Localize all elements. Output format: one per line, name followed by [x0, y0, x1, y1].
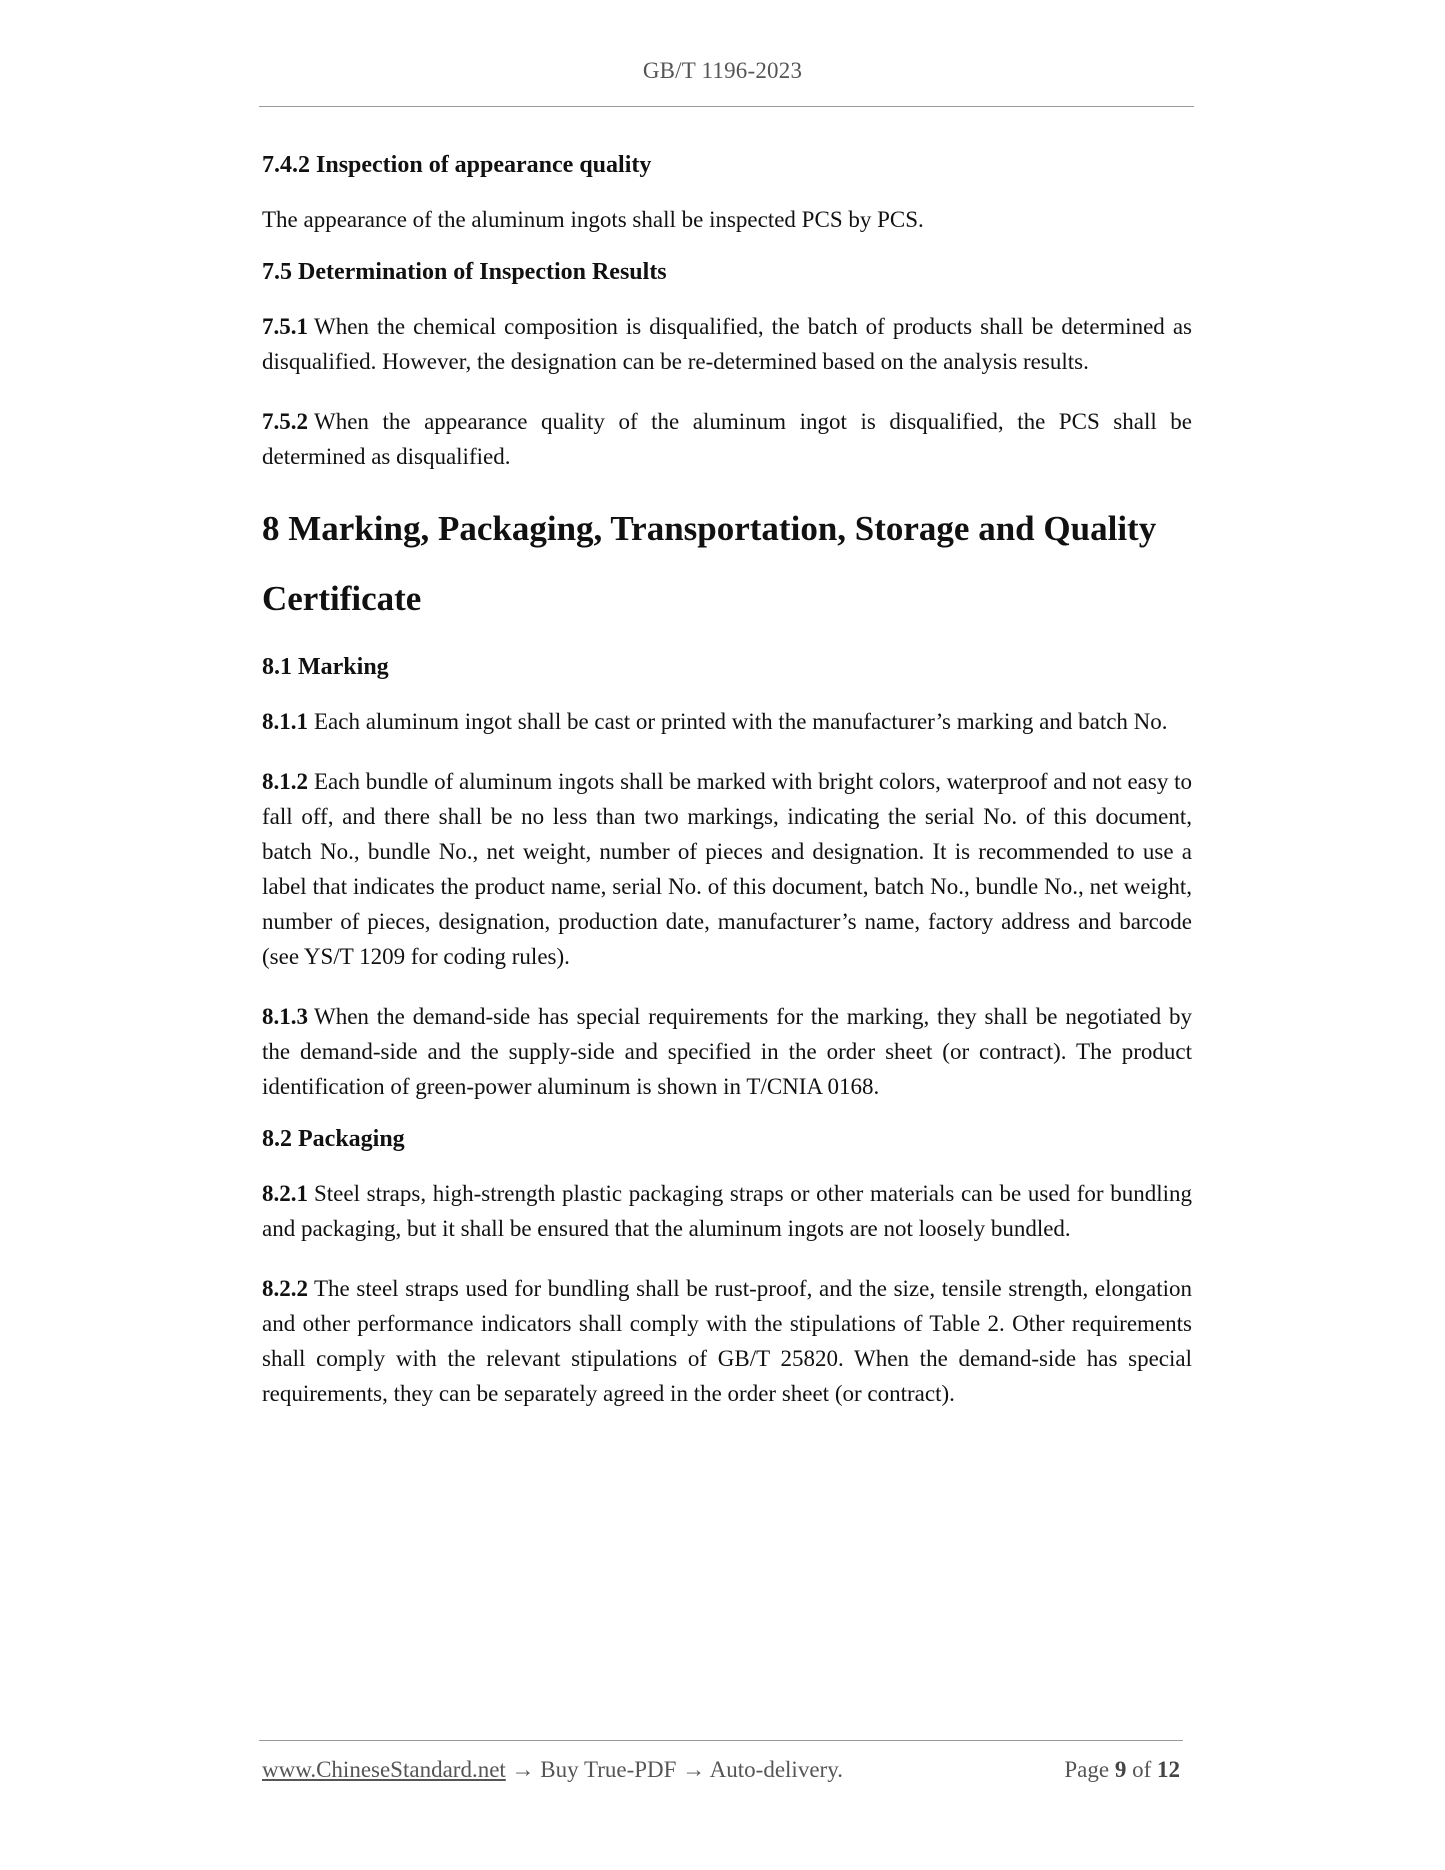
clause-number: 8.2.2 — [262, 1276, 308, 1301]
footer-divider — [259, 1740, 1183, 1741]
total-pages-number: 12 — [1157, 1757, 1180, 1782]
of-label: of — [1132, 1757, 1152, 1782]
heading-8-2: 8.2 Packaging — [262, 1126, 405, 1152]
chinesestandard-link[interactable]: www.ChineseStandard.net — [262, 1757, 506, 1782]
paragraph-7-4-2: The appearance of the aluminum ingots shall be inspected PCS by PCS. — [262, 207, 924, 232]
auto-delivery-text: Auto-delivery. — [709, 1757, 843, 1782]
clause-8-1-1 — [262, 704, 1192, 739]
clause-number: 8.1.1 — [262, 709, 308, 734]
current-page-number: 9 — [1114, 1757, 1127, 1782]
clause-number: 7.5.1 — [262, 314, 308, 339]
page-indicator — [1064, 1757, 1180, 1783]
clause-8-1-3 — [262, 999, 1192, 1104]
clause-number: 7.5.2 — [262, 409, 308, 434]
heading-7-4-2: 7.4.2 Inspection of appearance quality — [262, 152, 652, 178]
heading-7-5: 7.5 Determination of Inspection Results — [262, 259, 667, 285]
heading-8: 8 Marking, Packaging, Transportation, Storage and Quality Certificate — [262, 509, 1157, 618]
clause-8-2-2 — [262, 1271, 1192, 1411]
heading-8-1: 8.1 Marking — [262, 654, 389, 680]
clause-text: When the chemical composition is disqualified, the batch of products shall be determined as disqualified. However, the designation can be re-determined based on the analysis results. — [262, 314, 1192, 374]
buy-true-pdf-text: Buy True-PDF — [540, 1757, 677, 1782]
arrow-right-icon: → — [511, 1757, 535, 1782]
clause-8-2-1 — [262, 1176, 1192, 1246]
clause-7-5-2 — [262, 404, 1192, 474]
clause-text: Each aluminum ingot shall be cast or printed with the manufacturer’s marking and batch No. — [314, 709, 1168, 734]
clause-number: 8.2.1 — [262, 1181, 308, 1206]
clause-text: When the appearance quality of the aluminum ingot is disqualified, the PCS shall be determined as disqualified. — [262, 409, 1192, 469]
clause-7-5-1 — [262, 309, 1192, 379]
clause-number: 8.1.3 — [262, 1004, 308, 1029]
clause-number: 8.1.2 — [262, 769, 308, 794]
document-id-header: GB/T 1196-2023 — [642, 58, 803, 83]
header-divider — [259, 106, 1194, 107]
clause-8-1-2 — [262, 764, 1192, 974]
document-body — [262, 150, 1192, 1411]
clause-text: Steel straps, high-strength plastic packaging straps or other materials can be used for bundling and packaging, but it shall be ensured that the aluminum ingots are not loosely bundled. — [262, 1181, 1192, 1241]
footer-promo — [262, 1757, 843, 1783]
clause-text: The steel straps used for bundling shall be rust-proof, and the size, tensile strength, elongation and other performance indicators shall comply with the stipulations of Table 2. Other requirements shall comply with the relevant stipulations of GB/T 25820. When the demand-side has special requirements, they can be separately agreed in the order sheet (or contract). — [262, 1276, 1192, 1406]
page-label: Page — [1064, 1757, 1110, 1782]
clause-text: Each bundle of aluminum ingots shall be marked with bright colors, waterproof and not easy to fall off, and there shall be no less than two markings, indicating the serial No. of this document, batch No., bundle No., net weight, number of pieces and designation. It is recommended to use a label that indicates the product name, serial No. of this document, batch No., bundle No., net weight, number of pieces, designation, production date, manufacturer’s name, factory address and barcode (see YS/T 1209 for coding rules). — [262, 769, 1192, 969]
clause-text: When the demand-side has special requirements for the marking, they shall be negotiated by the demand-side and the supply-side and specified in the order sheet (or contract). The product identification of green-power aluminum is shown in T/CNIA 0168. — [262, 1004, 1192, 1099]
arrow-right-icon: → — [682, 1757, 706, 1782]
